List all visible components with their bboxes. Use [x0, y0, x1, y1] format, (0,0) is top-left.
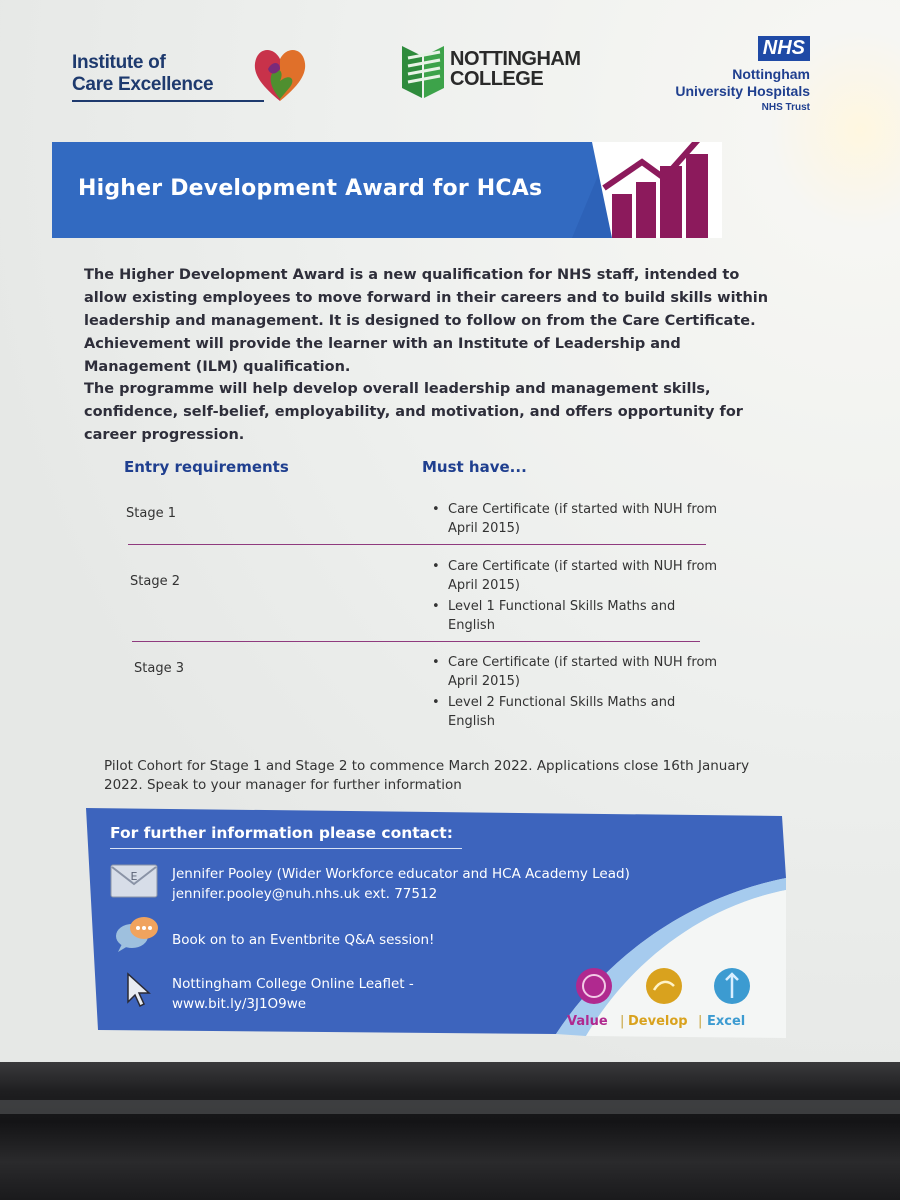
value-icon	[574, 966, 614, 1006]
stage-3-requirements	[428, 653, 718, 733]
list-item: • Care Certificate (if started with NUH from April 2015)	[428, 500, 718, 538]
intro-paragraph-2: The programme will help develop overall leadership and management skills, confidence, self-belief, employability, and motivation, and offers opportunity for career progression.	[84, 381, 743, 443]
develop-icon	[644, 966, 684, 1006]
nhs-logo-line3: NHS Trust	[761, 102, 810, 113]
stage-1-requirements	[428, 500, 718, 540]
stage-3-label: Stage 3	[134, 661, 184, 676]
institute-of-care-excellence-logo	[72, 48, 307, 104]
pilot-cohort-note: Pilot Cohort for Stage 1 and Stage 2 to commence March 2022. Applications close 16th January 2022. Speak to your manager for further information	[104, 758, 750, 793]
row-divider	[128, 544, 706, 545]
nottingham-college-line1: NOTTINGHAM	[450, 48, 581, 70]
nhs-logo-line1: Nottingham	[732, 66, 810, 82]
contact-heading-rule	[110, 848, 462, 849]
contact-panel	[86, 808, 786, 1038]
book-shield-logo-icon	[400, 42, 446, 100]
stage-2-label: Stage 2	[130, 574, 180, 589]
nhs-logo-line2: University Hospitals	[675, 83, 810, 99]
envelope-icon	[110, 864, 158, 898]
nottingham-college-logo	[400, 42, 600, 102]
value-word: Value	[567, 1014, 608, 1029]
excel-icon	[712, 966, 752, 1006]
stage-1-label: Stage 1	[126, 506, 176, 521]
contact-heading: For further information please contact:	[110, 824, 453, 842]
ice-logo-line2: Care Excellence	[72, 74, 214, 95]
monitor-bezel	[0, 1062, 900, 1200]
row-divider	[132, 641, 700, 642]
chat-bubbles-icon	[114, 914, 160, 954]
develop-word: Develop	[628, 1014, 688, 1029]
list-item: • Care Certificate (if started with NUH from April 2015)	[428, 653, 718, 691]
svg-text:E: E	[130, 870, 138, 883]
value-separator: |	[620, 1014, 625, 1029]
values-logo	[562, 962, 782, 1032]
nhs-badge: NHS	[758, 36, 810, 61]
leaflet-item-line1: Nottingham College Online Leaflet -	[172, 976, 414, 992]
title-banner	[52, 142, 722, 238]
stage-2-requirements	[428, 557, 718, 637]
nottingham-college-line2: COLLEGE	[450, 68, 544, 90]
list-item: • Level 2 Functional Skills Maths and English	[428, 693, 718, 731]
value-separator: |	[698, 1014, 703, 1029]
contact-email-item[interactable]: Jennifer Pooley (Wider Workforce educator and HCA Academy Lead) jennifer.pooley@nuh.nhs.uk ext. 77512	[172, 866, 630, 902]
excel-word: Excel	[707, 1014, 746, 1029]
nhs-nuh-logo	[640, 36, 810, 116]
intro-paragraph-1: The Higher Development Award is a new qualification for NHS staff, intended to allow existing employees to move forward in their careers and to build skills within leadership and management. It is designed to follow on from the Care Certificate. Achievement will provide the learner with an Institute of Leadership and Management (ILM) qualification.	[84, 267, 769, 375]
heart-logo-icon	[250, 43, 310, 105]
list-item: • Level 1 Functional Skills Maths and English	[428, 597, 718, 635]
entry-requirements-heading: Entry requirements	[124, 458, 289, 476]
leaflet-link[interactable]: www.bit.ly/3J1O9we	[172, 996, 307, 1012]
must-have-heading: Must have...	[422, 458, 527, 476]
eventbrite-item[interactable]: Book on to an Eventbrite Q&A session!	[172, 932, 435, 948]
ice-logo-underline	[72, 100, 264, 102]
list-item: • Care Certificate (if started with NUH from April 2015)	[428, 557, 718, 595]
monitor-bezel-strip	[0, 1100, 900, 1114]
page-title: Higher Development Award for HCAs	[78, 176, 543, 201]
cursor-arrow-icon	[126, 972, 152, 1008]
ice-logo-line1: Institute of	[72, 52, 166, 73]
